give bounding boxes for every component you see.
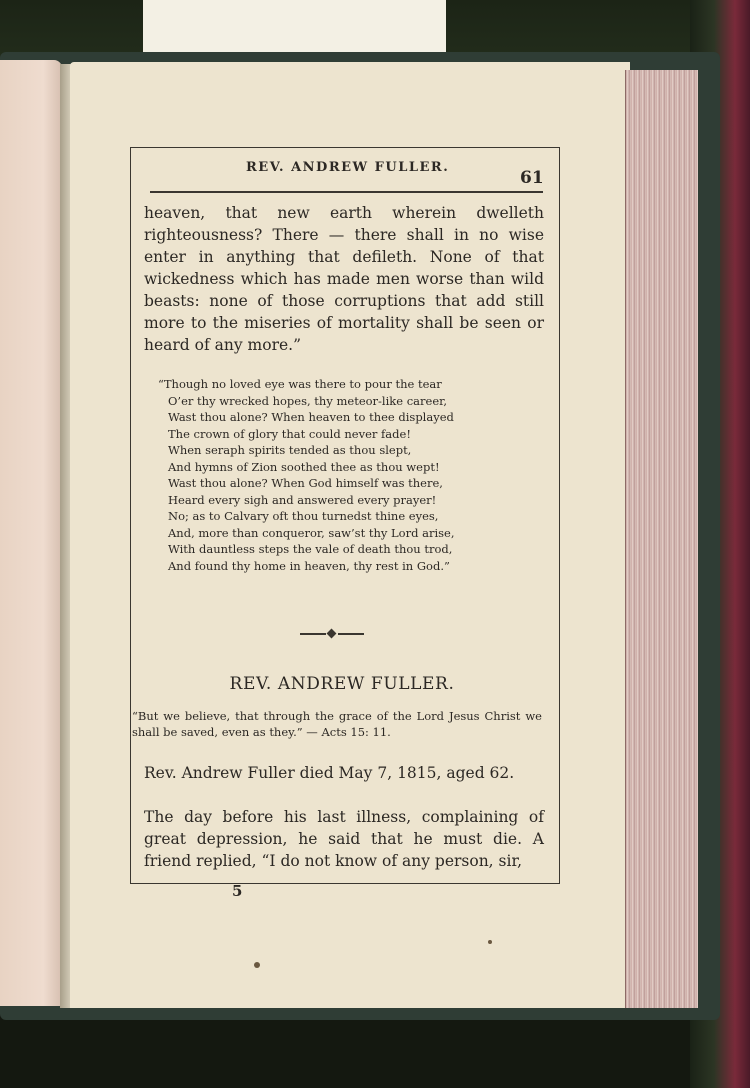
paragraph-death-notice: Rev. Andrew Fuller died May 7, 1815, aged 62. — [144, 764, 515, 782]
section-divider-ornament — [300, 630, 364, 638]
poem-line: And found thy home in heaven, thy rest in God.” — [168, 558, 450, 573]
poem-line: No; as to Calvary oft thou turnedst thine eyes, — [168, 509, 439, 523]
foxing-spot — [254, 962, 260, 968]
poem-line: With dauntless steps the vale of death thou trod, — [168, 542, 453, 556]
poem-line: When seraph spirits tended as thou slept, — [168, 443, 412, 457]
poem-line: And, more than conqueror, saw’st thy Lord arise, — [168, 525, 455, 540]
page-number: 61 — [520, 168, 544, 188]
poem-line: The crown of glory that could never fade! — [168, 426, 411, 441]
left-page — [0, 60, 62, 1006]
poem-line: O’er thy wrecked hopes, thy meteor-like career, — [168, 393, 448, 408]
poem-line: And hymns of Zion soothed thee as thou wept! — [168, 459, 440, 474]
epigraph: “But we believe, that through the grace of the Lord Jesus Christ we shall be saved, even as they.” — Acts 15: 11. — [132, 709, 542, 739]
poem — [158, 376, 538, 574]
poem-line: Wast thou alone? When heaven to thee displayed — [168, 410, 454, 424]
signature-mark: 5 — [232, 882, 243, 900]
paragraph-last-illness: The day before his last illness, complaining of great depression, he said that he must die. A friend replied, “I do not know of any person, sir, — [144, 808, 544, 870]
foxing-spot — [488, 940, 492, 944]
opening-paragraph: heaven, that new earth wherein dwelleth righteousness? There — there shall in no wise enter in anything that defileth. None of that wickedness which has made men worse than wild beasts: none of those corruptions that add still more to the miseries of mortality shall be seen or heard of any more.” — [144, 204, 544, 354]
section-title: REV. ANDREW FULLER. — [229, 674, 455, 694]
poem-line: “Though no loved eye was there to pour the tear — [158, 377, 442, 391]
poem-line: Wast thou alone? When God himself was there, — [168, 476, 443, 490]
header-rule — [150, 191, 543, 193]
page-edges — [625, 70, 698, 1008]
poem-line: Heard every sigh and answered every prayer! — [168, 492, 437, 507]
running-head: REV. ANDREW FULLER. — [246, 160, 450, 175]
